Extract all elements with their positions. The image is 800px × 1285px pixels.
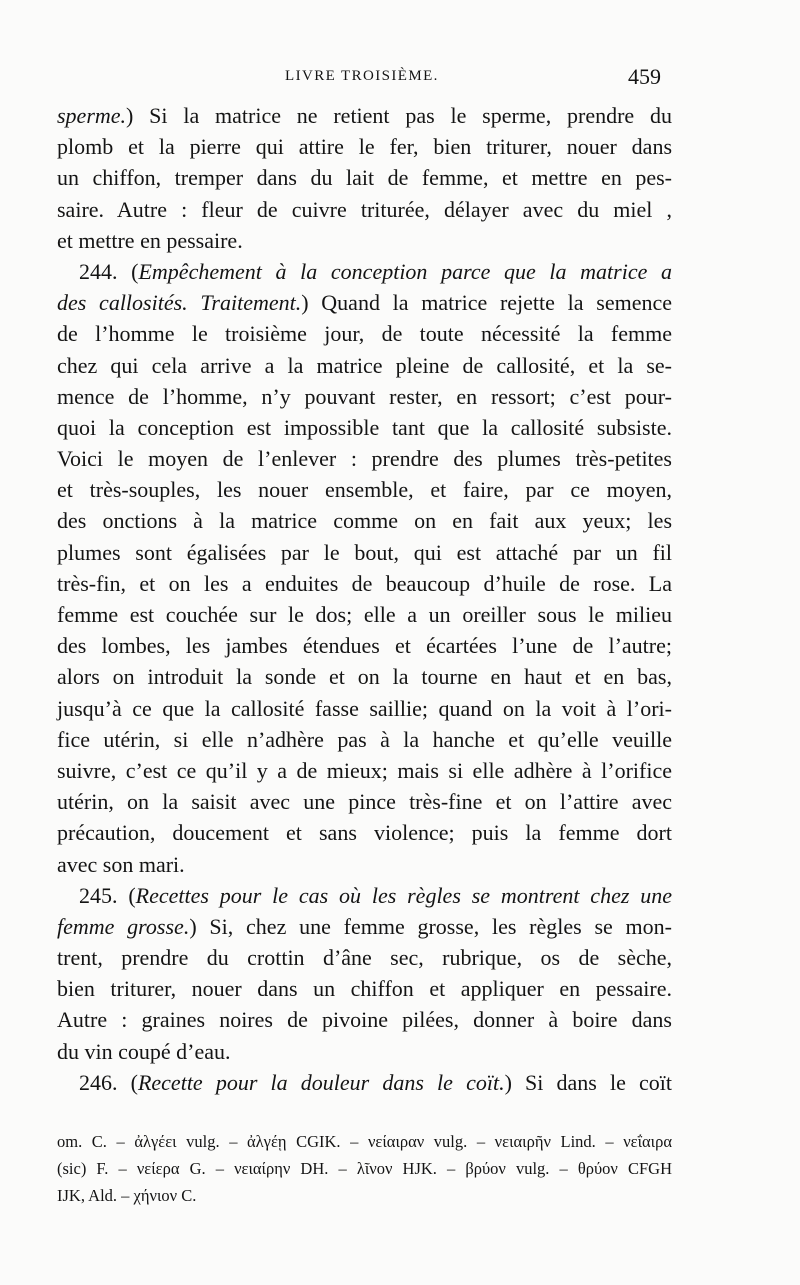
text-run: alors on introduit la sonde et on la tourne en haut et en bas, (57, 664, 672, 690)
text-run: femme est couchée sur le dos; elle a un oreiller sous le milieu (57, 602, 672, 627)
text-line (57, 911, 672, 942)
text-line (57, 412, 672, 443)
text-line (57, 225, 672, 256)
text-run: quoi la conception est impossible tant que la callosité subsiste. (57, 414, 672, 440)
text-run: très-fin, et on les a enduites de beaucoup d’huile de rose. La (57, 570, 672, 596)
text-run: utérin, on la saisit avec une pince très-fine et on l’attire avec (57, 789, 672, 815)
footnotes (57, 1128, 672, 1209)
text-run: ) Quand la matrice rejette la semence (301, 290, 672, 316)
text-run: plomb et la pierre qui attire le fer, bien triturer, nouer dans (57, 134, 672, 160)
text-run: jusqu’à ce que la callosité fasse saillie; quand on la voit à l’ori- (57, 695, 672, 721)
text-run: bien triturer, nouer dans un chiffon et appliquer en pessaire. (57, 976, 672, 1002)
text-line (57, 443, 672, 474)
italic-run: Empêchement à la conception parce que la matrice a (138, 258, 673, 284)
text-line (57, 350, 672, 381)
text-run: un chiffon, tremper dans du lait de femme, et mettre en pes- (57, 165, 672, 191)
footnote-line: om. C. – ἀλγέει vulg. – ἀλγέῃ CGIK. – νείαιραν vulg. – νειαιρῆν Lind. – νεΐαιρα (57, 1132, 672, 1151)
italic-run: des callosités. Traitement. (57, 290, 302, 316)
text-line (57, 630, 672, 661)
text-run: Autre : graines noires de pivoine pilées, donner à boire dans (57, 1007, 672, 1033)
text-run: 246. ( (79, 1069, 138, 1095)
text-line (57, 568, 672, 599)
italic-run: sperme. (57, 103, 127, 128)
text-line (57, 1036, 672, 1067)
text-run: mence de l’homme, n’y pouvant rester, en ressort; c’est pour- (57, 383, 672, 409)
text-line (57, 786, 672, 817)
text-line (57, 880, 672, 911)
text-run: saire. Autre : fleur de cuivre triturée, délayer avec du miel , (57, 196, 672, 222)
footnote-line: (sic) F. – νείερα G. – νειαίρην DH. – λῖνον HJK. – βρύον vulg. – θρύον CFGH (57, 1159, 672, 1178)
text-line (57, 849, 672, 880)
text-run: du vin coupé d’eau. (57, 1038, 231, 1064)
text-line (57, 537, 672, 568)
text-run: chez qui cela arrive a la matrice pleine de callosité, et la se- (57, 352, 672, 378)
text-run: fice utérin, si elle n’adhère pas à la hanche et qu’elle veuille (57, 726, 672, 752)
text-line (57, 755, 672, 786)
text-line (57, 942, 672, 973)
text-run: des lombes, les jambes étendues et écartées l’une de l’autre; (57, 633, 672, 659)
text-run: avec son mari. (57, 851, 185, 877)
text-run: de l’homme le troisième jour, de toute nécessité la femme (57, 321, 672, 347)
text-line (57, 381, 672, 412)
text-line (57, 661, 672, 692)
paragraph (57, 1067, 672, 1098)
paragraph (57, 100, 672, 256)
text-run: ) Si la matrice ne retient pas le sperme, prendre du (126, 103, 672, 128)
text-line (57, 505, 672, 536)
text-line (57, 100, 672, 131)
text-line (57, 1004, 672, 1035)
footnote-line: IJK, Ald. – χήνιον C. (57, 1186, 197, 1205)
text-line (57, 287, 672, 318)
text-line (57, 256, 672, 287)
text-run: 244. ( (79, 258, 139, 284)
text-line (57, 817, 672, 848)
paragraph (57, 880, 672, 1067)
text-run: et mettre en pessaire. (57, 227, 243, 253)
text-run: Voici le moyen de l’enlever : prendre des plumes très-petites (57, 446, 672, 472)
text-run: 245. ( (79, 882, 136, 908)
text-line (57, 693, 672, 724)
text-run: ) Si dans le coït (504, 1069, 673, 1095)
text-run: suivre, c’est ce qu’il y a de mieux; mais si elle adhère à l’orifice (57, 757, 672, 783)
italic-run: Recette pour la douleur dans le coït. (137, 1069, 505, 1095)
text-line (57, 973, 672, 1004)
text-run: et très-souples, les nouer ensemble, et faire, par ce moyen, (57, 477, 672, 503)
italic-run: Recettes pour le cas où les règles se montrent chez une (135, 882, 672, 908)
text-run: ) Si, chez une femme grosse, les règles se mon- (189, 913, 672, 939)
text-run: trent, prendre du crottin d’âne sec, rubrique, os de sèche, (57, 945, 672, 971)
text-run: des onctions à la matrice comme on en fait aux yeux; les (57, 508, 672, 534)
paragraph (57, 256, 672, 880)
text-line (57, 599, 672, 630)
text-line (57, 474, 672, 505)
running-head: LIVRE TROISIÈME. (285, 68, 439, 84)
page-number: 459 (628, 64, 661, 89)
text-line (57, 318, 672, 349)
text-line (57, 194, 672, 225)
text-run: précaution, doucement et sans violence; puis la femme dort (57, 820, 672, 846)
text-line (57, 131, 672, 162)
text-line (57, 724, 672, 755)
text-run: plumes sont égalisées par le bout, qui est attaché par un fil (57, 539, 672, 565)
body-text (57, 100, 672, 1098)
text-line (57, 1067, 672, 1098)
italic-run: femme grosse. (57, 913, 190, 939)
text-line (57, 162, 672, 193)
